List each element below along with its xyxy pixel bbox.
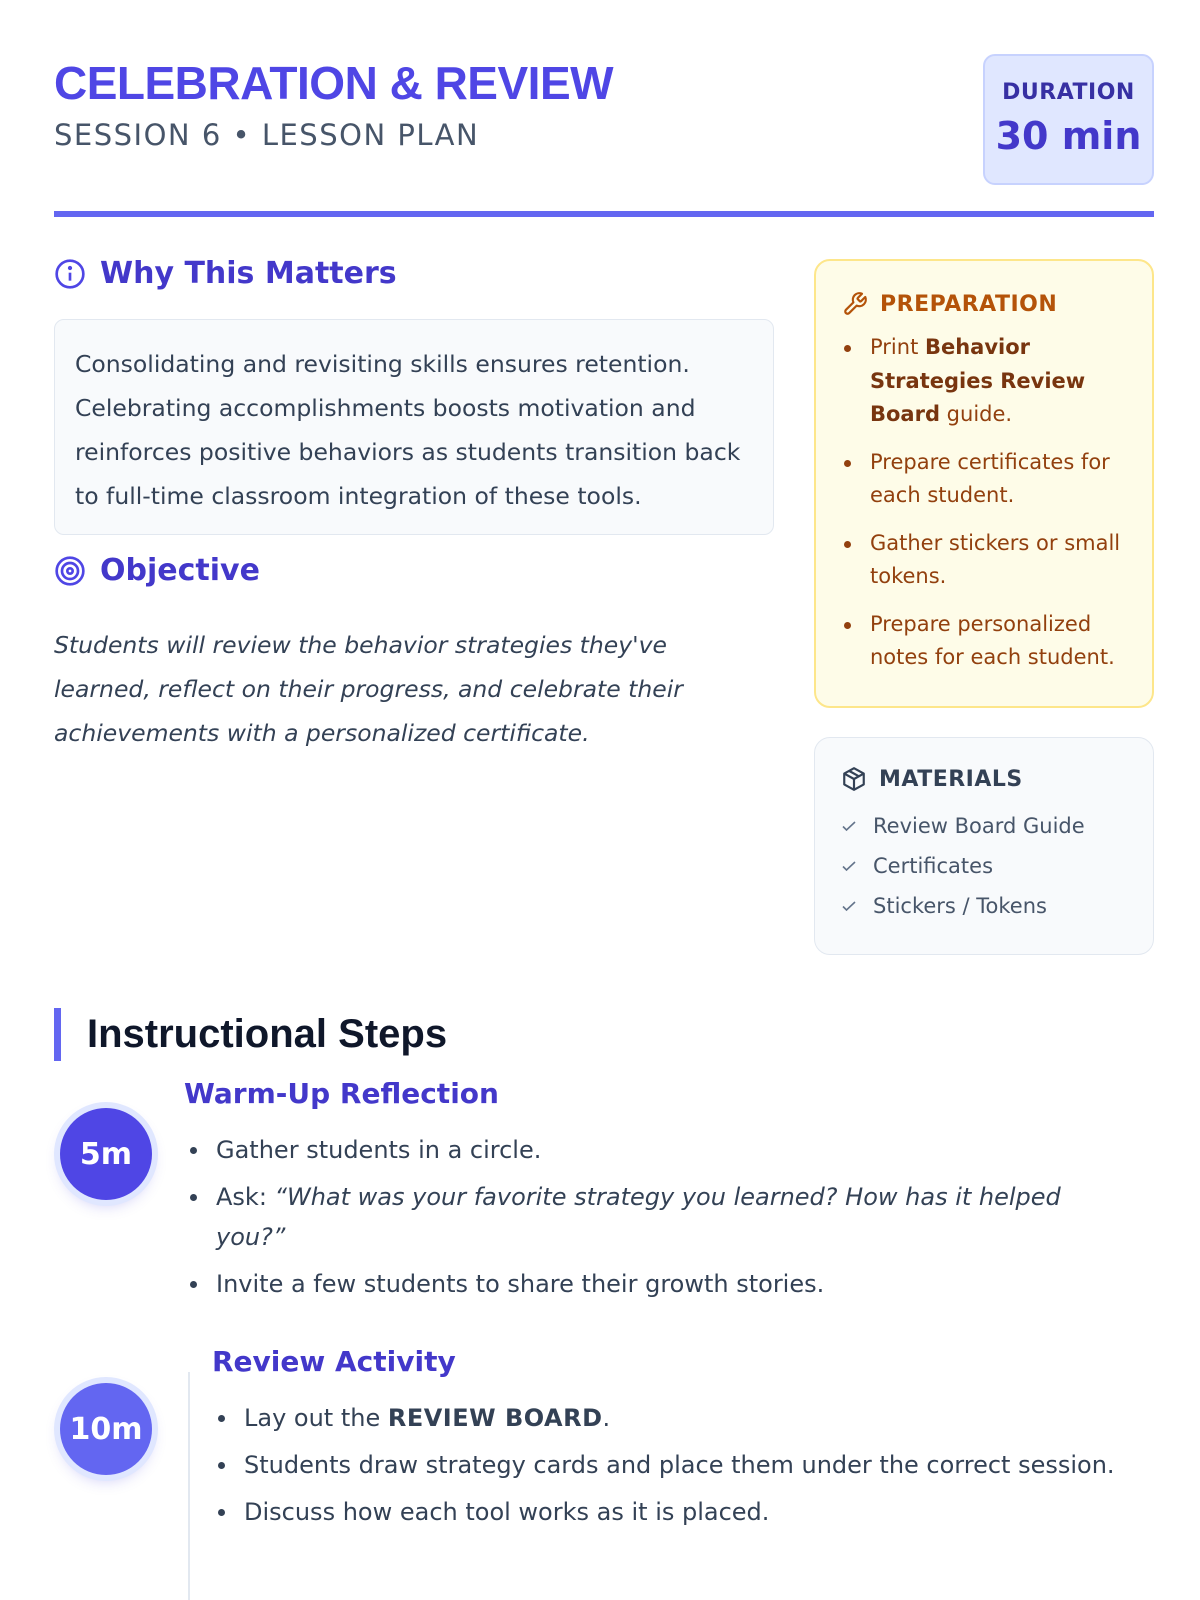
preparation-heading bbox=[842, 291, 1126, 317]
list-item bbox=[841, 846, 1127, 886]
list-item: Students draw strategy cards and place them under the correct session. bbox=[212, 1445, 1154, 1485]
check-icon bbox=[841, 818, 857, 834]
materials-card bbox=[814, 737, 1154, 955]
list-item bbox=[212, 1398, 1154, 1438]
header-divider bbox=[54, 211, 1154, 217]
material-label: Review Board Guide bbox=[873, 814, 1085, 838]
why-heading bbox=[54, 256, 397, 291]
step-connector-line bbox=[188, 1372, 190, 1600]
target-icon bbox=[54, 555, 86, 587]
material-label: Stickers / Tokens bbox=[873, 894, 1047, 918]
preparation-card bbox=[814, 259, 1154, 708]
step-list bbox=[184, 1130, 1084, 1311]
prep-item-bold: Behavior Strategies Review Board bbox=[870, 335, 1086, 426]
check-icon bbox=[841, 898, 857, 914]
objective-heading-text: Objective bbox=[100, 553, 260, 588]
wrench-icon bbox=[842, 291, 868, 317]
list-item bbox=[841, 806, 1127, 846]
why-heading-text: Why This Matters bbox=[100, 256, 397, 291]
list-item: Gather students in a circle. bbox=[184, 1130, 1084, 1170]
list-item: Prepare personalized notes for each student. bbox=[842, 608, 1126, 675]
info-icon bbox=[54, 258, 86, 290]
materials-heading-text: MATERIALS bbox=[879, 766, 1023, 792]
duration-card bbox=[983, 54, 1154, 185]
objective-text: Students will review the behavior strategies they've learned, reflect on their progress, and celebrate their achievements with a personalized certificate. bbox=[54, 631, 683, 747]
preparation-heading-text: PREPARATION bbox=[880, 291, 1058, 317]
step-time-badge: 10m bbox=[60, 1383, 152, 1475]
box-icon bbox=[841, 766, 867, 792]
step-text: . bbox=[602, 1404, 611, 1432]
page-title: CELEBRATION & REVIEW bbox=[54, 57, 614, 109]
prep-item-text: guide. bbox=[940, 402, 1013, 426]
step-title: Warm-Up Reflection bbox=[184, 1077, 499, 1110]
objective-heading bbox=[54, 553, 260, 588]
step-text: Lay out the bbox=[244, 1404, 388, 1432]
step-time-badge: 5m bbox=[60, 1108, 152, 1200]
step-bold: REVIEW BOARD bbox=[387, 1404, 603, 1432]
duration-label: DURATION bbox=[1002, 80, 1135, 105]
list-item: Invite a few students to share their growth stories. bbox=[184, 1264, 1084, 1304]
steps-heading: Instructional Steps bbox=[54, 1008, 447, 1061]
why-text: Consolidating and revisiting skills ensures retention. Celebrating accomplishments boosts motivation and reinforces positive behaviors as students transition back to full-time classroom integration of these tools. bbox=[54, 319, 774, 535]
list-item bbox=[842, 331, 1126, 432]
check-icon bbox=[841, 858, 857, 874]
material-label: Certificates bbox=[873, 854, 994, 878]
step-quote: “What was your favorite strategy you learned? How has it helped you?” bbox=[216, 1183, 1061, 1251]
list-item: Gather stickers or small tokens. bbox=[842, 527, 1126, 594]
duration-value: 30 min bbox=[995, 114, 1142, 158]
preparation-list bbox=[842, 331, 1126, 675]
step-text: Ask: bbox=[216, 1183, 275, 1211]
list-item bbox=[184, 1177, 1084, 1257]
list-item bbox=[841, 886, 1127, 926]
step-title: Review Activity bbox=[212, 1345, 456, 1378]
page-subtitle: SESSION 6 • LESSON PLAN bbox=[54, 118, 480, 152]
list-item: Discuss how each tool works as it is placed. bbox=[212, 1492, 1154, 1532]
prep-item-text: Print bbox=[870, 335, 925, 359]
lesson-plan-page bbox=[54, 0, 1154, 1600]
step-list bbox=[212, 1398, 1154, 1539]
materials-list bbox=[841, 806, 1127, 926]
materials-heading bbox=[841, 766, 1127, 792]
list-item: Prepare certificates for each student. bbox=[842, 446, 1126, 513]
